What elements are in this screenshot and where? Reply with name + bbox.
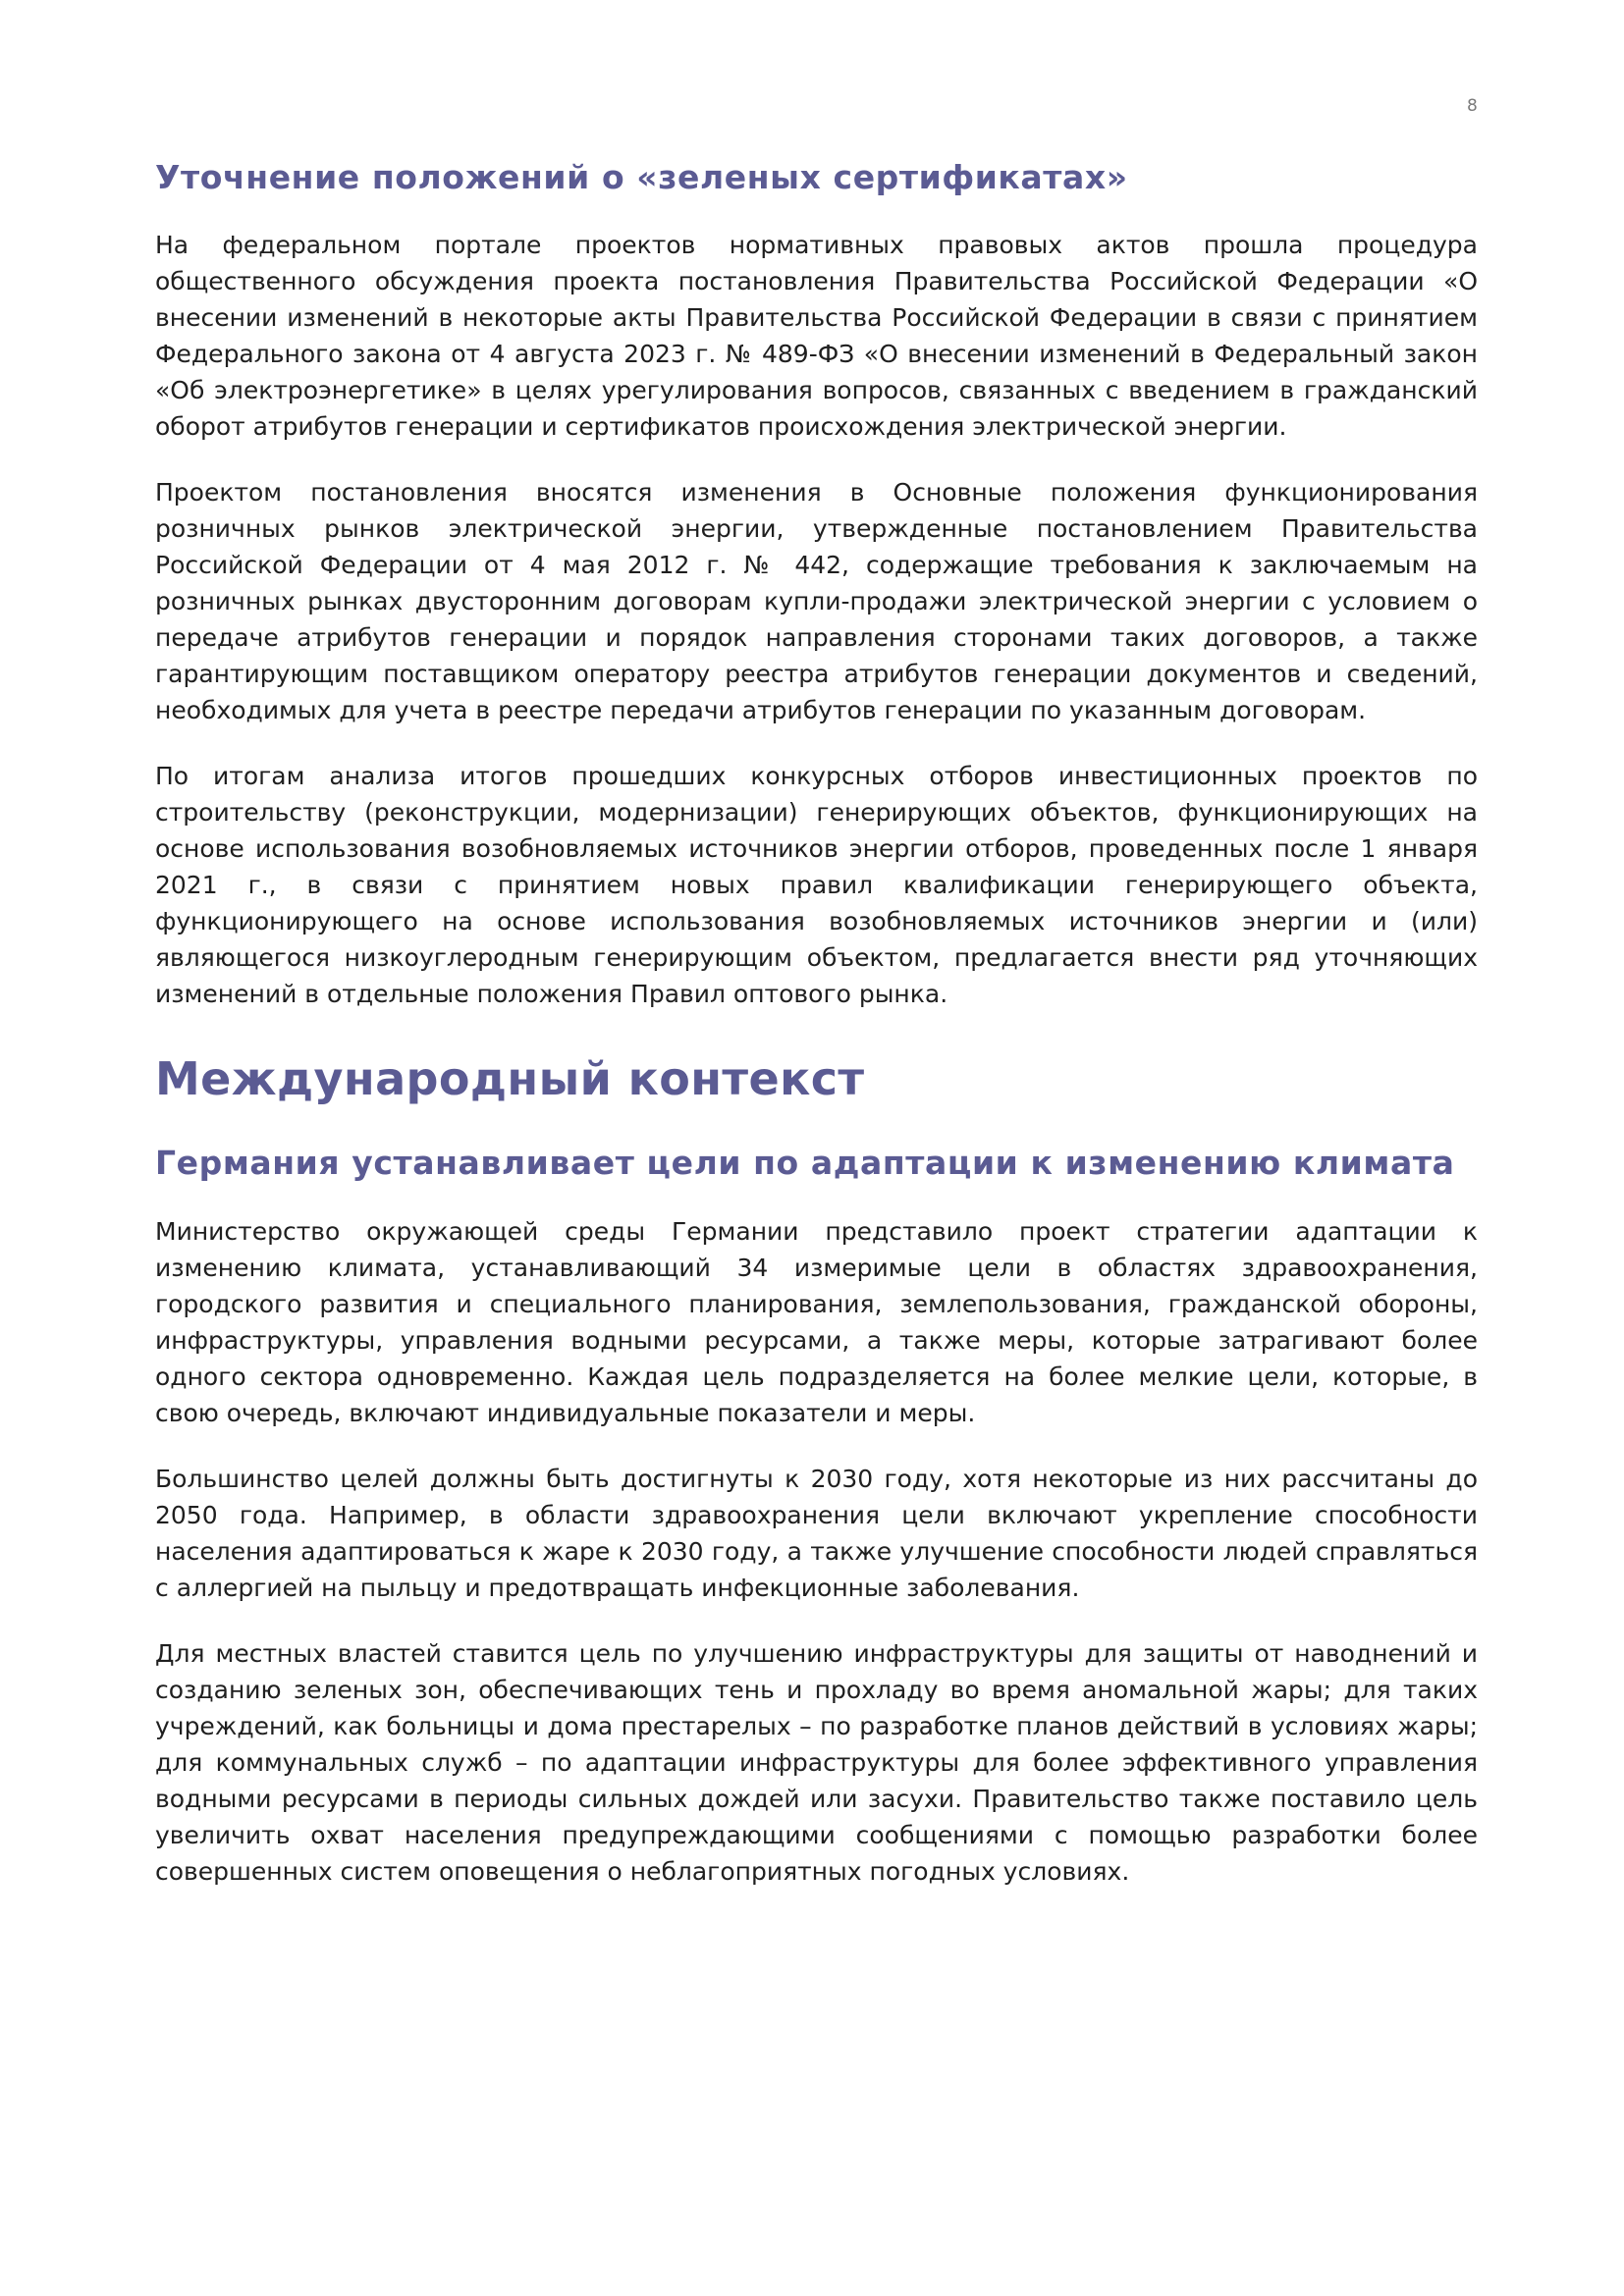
page-number: 8: [1467, 96, 1478, 116]
body-paragraph: Для местных властей ставится цель по улучшению инфраструктуры для защиты от наводнений и созданию зеленых зон, обеспечивающих тень и прохладу во время аномальной жары; для таких учреждений, как больницы и дома престарелых – по разработке планов действий в условиях жары; для коммунальных служб – по адаптации инфраструктуры для более эффективного управления водными ресурсами в периоды сильных дождей или засухи. Правительство также поставило цель увеличить охват населения предупреждающими сообщениями с помощью разработки более совершенных систем оповещения о неблагоприятных погодных условиях.: [155, 1638, 1478, 1886]
body-paragraph: Министерство окружающей среды Германии представило проект стратегии адаптации к изменению климата, устанавливающий 34 измеримые цели в областях здравоохранения, городского развития и специального планирования, землепользования, гражданской обороны, инфраструктуры, управления водными ресурсами, а также меры, которые затрагивают более одного сектора одновременно. Каждая цель подразделяется на более мелкие цели, которые, в свою очередь, включают индивидуальные показатели и меры.: [155, 1216, 1478, 1427]
page-content: [155, 157, 1478, 1919]
section-heading-international-context: Международный контекст: [155, 1052, 865, 1106]
subsection-heading-germany-adaptation: Германия устанавливает цели по адаптации к изменению климата: [155, 1144, 1455, 1183]
body-paragraph: Проектом постановления вносятся изменения в Основные положения функционирования розничных рынков электрической энергии, утвержденные постановлением Правительства Российской Федерации от 4 мая 2012 г. № 442, содержащие требования к заключаемым на розничных рынках двусторонним договорам купли-продажи электрической энергии с условием о передаче атрибутов генерации и порядок направления сторонами таких договоров, а также гарантирующим поставщиком оператору реестра атрибутов генерации документов и сведений, необходимых для учета в реестре передачи атрибутов генерации по указанным договорам.: [155, 478, 1478, 725]
section-heading-green-certificates: Уточнение положений о «зеленых сертификатах»: [155, 158, 1128, 196]
body-paragraph: По итогам анализа итогов прошедших конкурсных отборов инвестиционных проектов по строительству (реконструкции, модернизации) генерирующих объектов, функционирующих на основе использования возобновляемых источников энергии отборов, проведенных после 1 января 2021 г., в связи с принятием новых правил квалификации генерирующего объекта, функционирующего на основе использования возобновляемых источников энергии и (или) являющегося низкоуглеродным генерирующим объектом, предлагается внести ряд уточняющих изменений в отдельные положения Правил оптового рынка.: [155, 762, 1478, 1009]
body-paragraph: На федеральном портале проектов нормативных правовых актов прошла процедура общественного обсуждения проекта постановления Правительства Российской Федерации «О внесении изменений в некоторые акты Правительства Российской Федерации в связи с принятием Федерального закона от 4 августа 2023 г. № 489-ФЗ «О внесении изменений в Федеральный закон «Об электроэнергетике» в целях урегулирования вопросов, связанных с введением в гражданский оборот атрибутов генерации и сертификатов происхождения электрической энергии.: [155, 231, 1478, 442]
body-paragraph: Большинство целей должны быть достигнуты к 2030 году, хотя некоторые из них рассчитаны до 2050 года. Например, в области здравоохранения цели включают укрепление способности населения адаптироваться к жаре к 2030 году, а также улучшение способности людей справляться с аллергией на пыльцу и предотвращать инфекционные заболевания.: [155, 1464, 1478, 1602]
